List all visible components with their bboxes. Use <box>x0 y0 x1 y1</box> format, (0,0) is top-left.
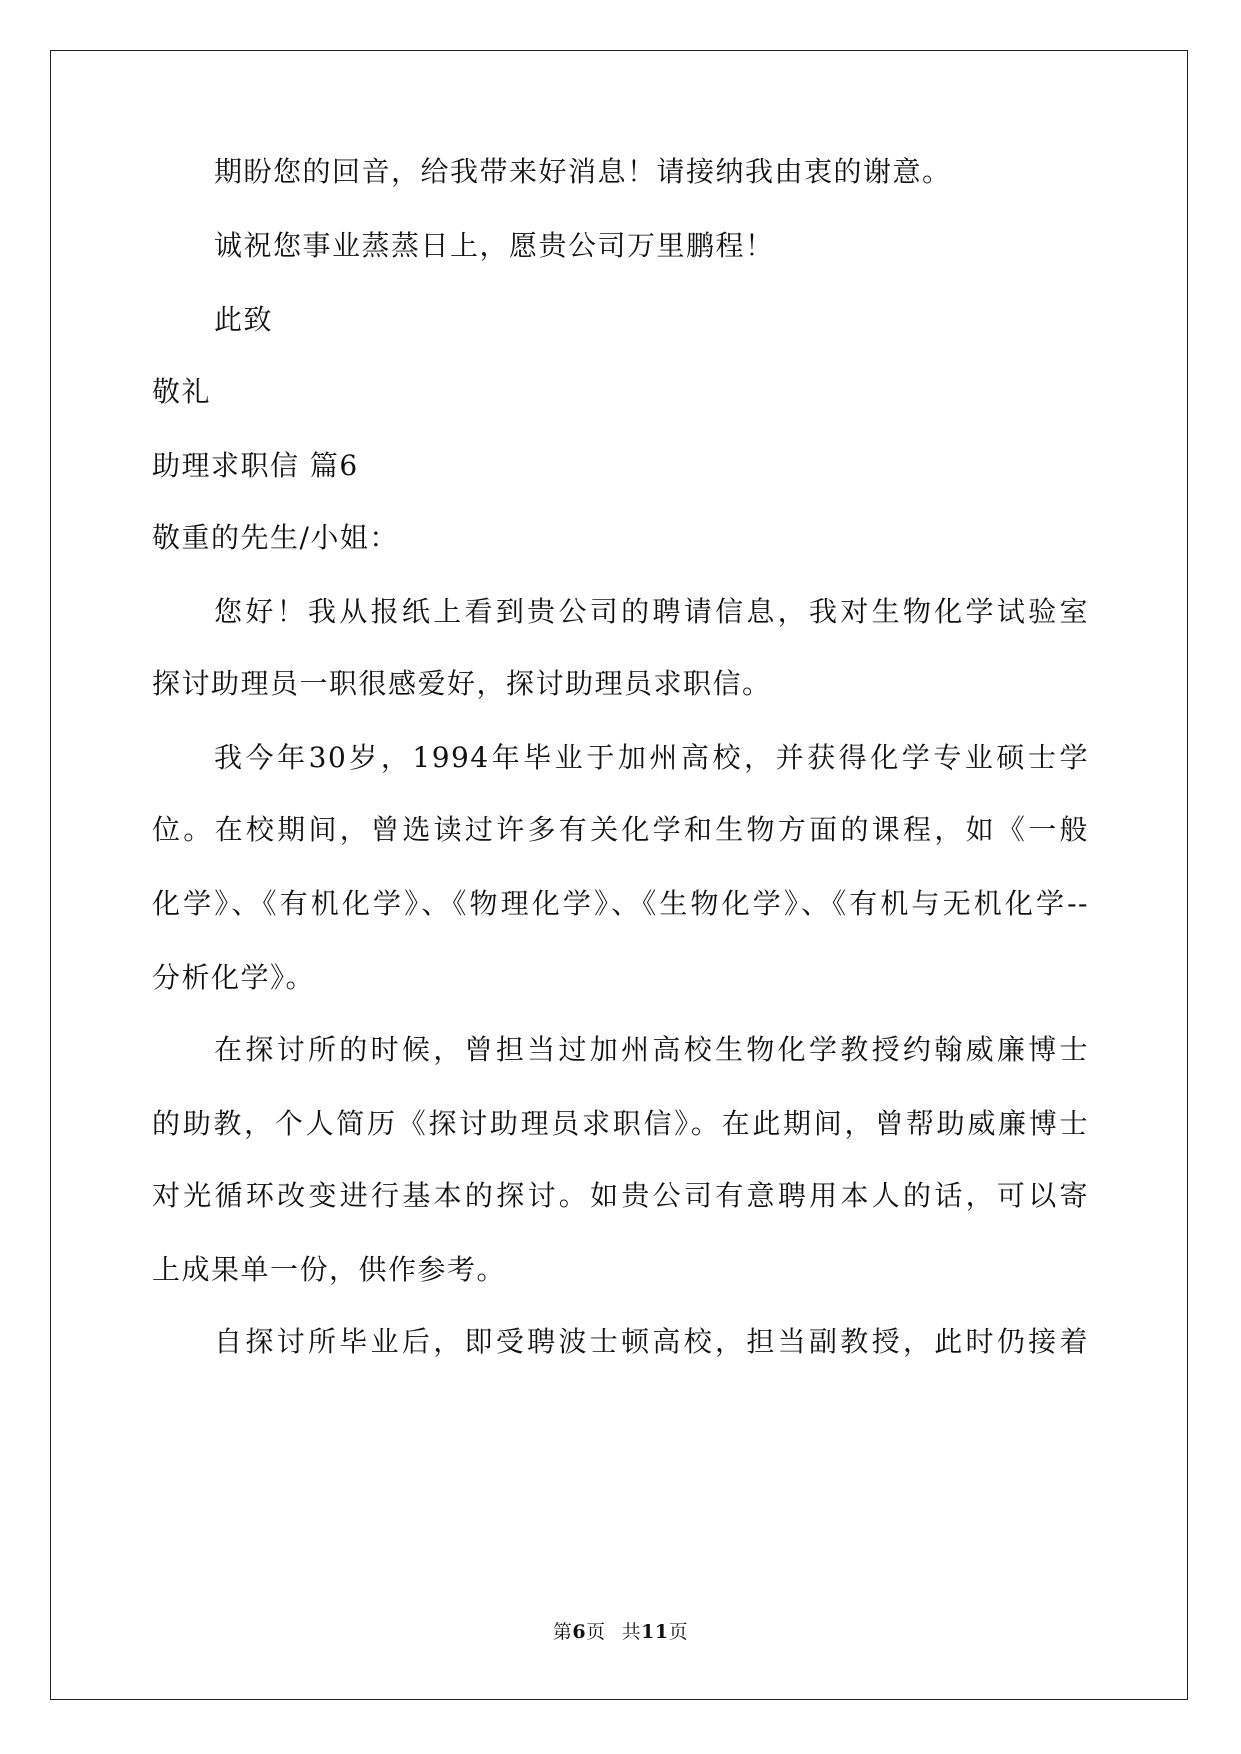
footer-prefix: 第 <box>552 1621 573 1643</box>
footer-total-unit: 页 <box>668 1621 689 1643</box>
paragraph-line: 探讨助理员一职很感爱好，探讨助理员求职信。 <box>152 667 772 700</box>
paragraph-line: 上成果单一份，供作参考。 <box>152 1253 507 1286</box>
paragraph-line: 化学》、《有机化学》、《物理化学》、《生物化学》、《有机与无机化学-- <box>152 887 1089 920</box>
footer-total-prefix: 共 <box>621 1621 642 1643</box>
paragraph-line: 期盼您的回音，给我带来好消息！请接纳我由衷的谢意。 <box>214 155 952 188</box>
page-footer <box>0 1620 1241 1644</box>
paragraph-line: 您好！我从报纸上看到贵公司的聘请信息，我对生物化学试验室 <box>214 595 1089 628</box>
closing-regards: 敬礼 <box>152 375 212 408</box>
paragraph-line: 位。在校期间，曾选读过许多有关化学和生物方面的课程，如《一般 <box>152 813 1089 846</box>
paragraph-line: 在探讨所的时候，曾担当过加州高校生物化学教授约翰威廉博士 <box>214 1033 1089 1066</box>
page-border <box>50 50 1188 1700</box>
section-heading: 助理求职信 篇6 <box>152 449 359 482</box>
closing-salutation: 此致 <box>214 303 274 336</box>
footer-page-number: 6 <box>572 1621 587 1643</box>
paragraph-line: 对光循环改变进行基本的探讨。如贵公司有意聘用本人的话，可以寄 <box>152 1179 1089 1212</box>
paragraph-line: 自探讨所毕业后，即受聘波士顿高校，担当副教授，此时仍接着 <box>214 1325 1089 1358</box>
paragraph-line: 我今年30岁，1994年毕业于加州高校，并获得化学专业硕士学 <box>214 741 1089 774</box>
paragraph-line: 分析化学》。 <box>152 961 316 994</box>
paragraph-line: 的助教，个人简历《探讨助理员求职信》。在此期间，曾帮助威廉博士 <box>152 1107 1089 1140</box>
greeting-line: 敬重的先生/小姐： <box>152 521 399 554</box>
footer-total-pages: 11 <box>641 1621 669 1643</box>
paragraph-line: 诚祝您事业蒸蒸日上，愿贵公司万里鹏程！ <box>214 229 775 262</box>
footer-page-unit: 页 <box>586 1621 606 1643</box>
